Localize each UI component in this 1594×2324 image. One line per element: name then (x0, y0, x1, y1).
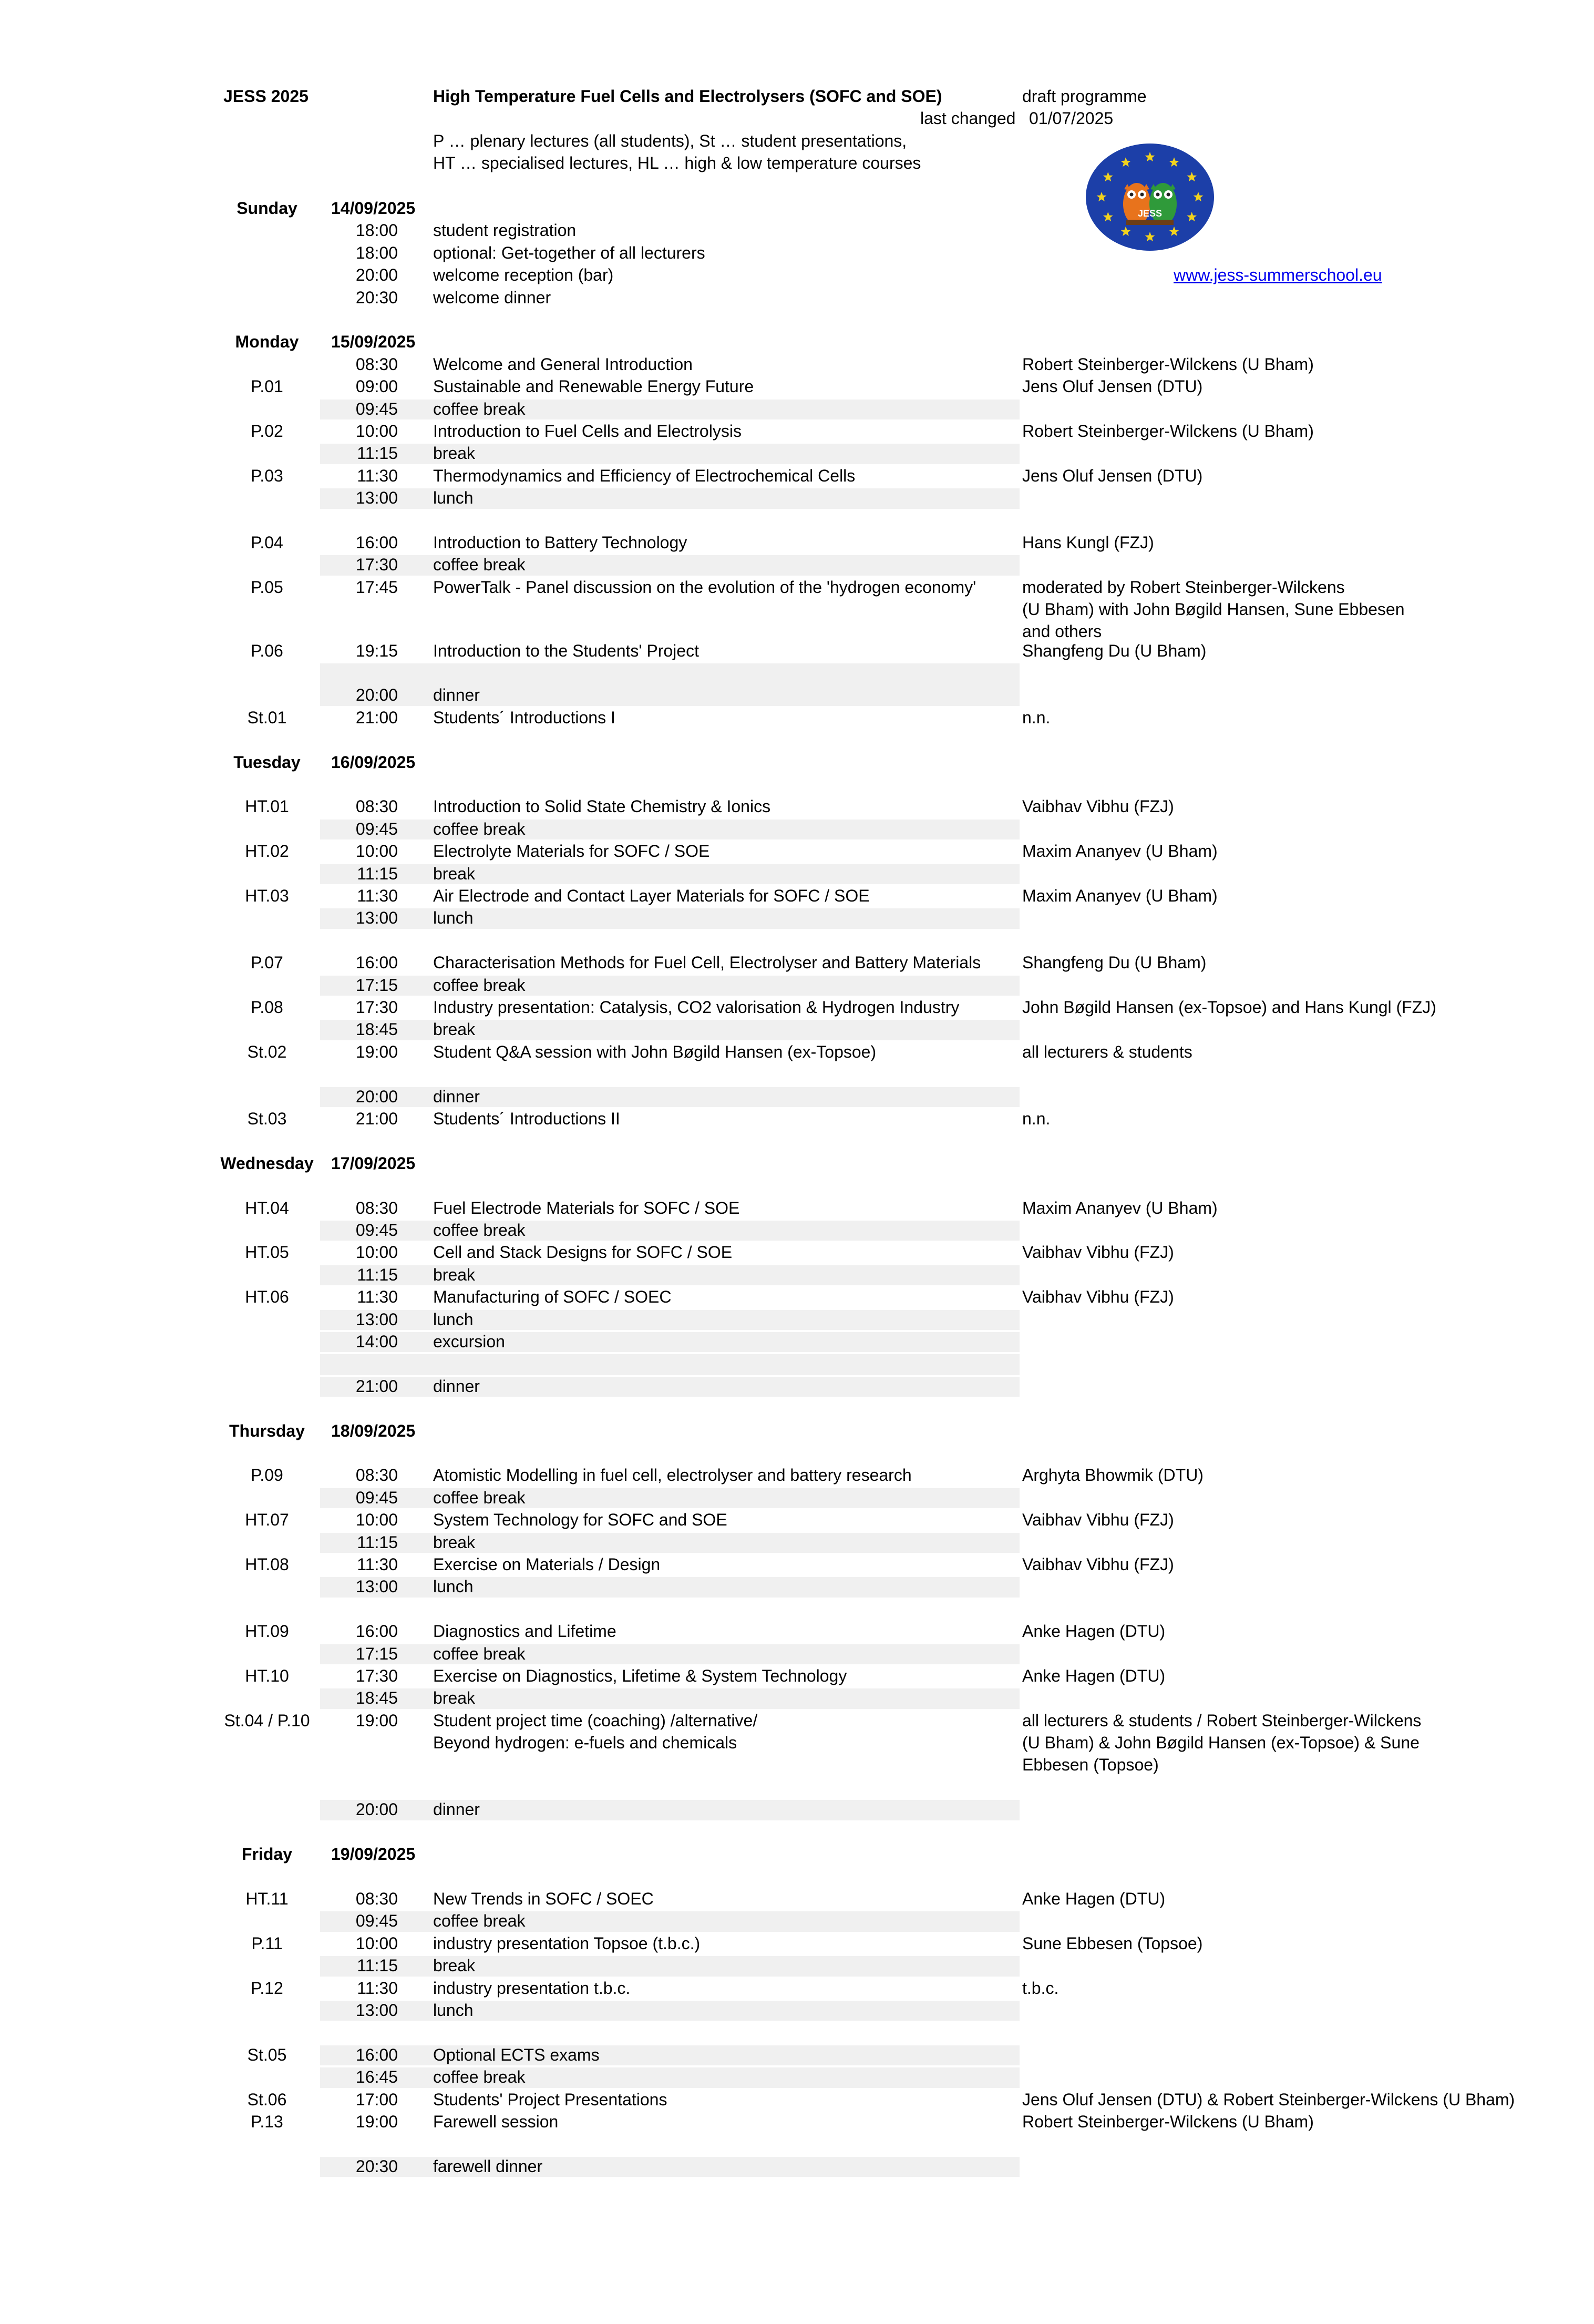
session-title: break (433, 1688, 476, 1708)
shaded-row (320, 2001, 1020, 2021)
session-time: 11:15 (357, 864, 398, 883)
session-lecturer: Vaibhav Vibhu (FZJ) (1022, 1287, 1174, 1307)
session-time: 10:00 (355, 1933, 398, 1953)
shaded-row (320, 1688, 1020, 1708)
session-lecturer: Vaibhav Vibhu (FZJ) (1022, 1243, 1174, 1262)
session-code: HT.07 (245, 1510, 289, 1530)
session-time: 21:00 (355, 1109, 398, 1129)
session-title: Students´ Introductions I (433, 708, 615, 727)
session-time: 19:00 (355, 2112, 398, 2132)
session-time: 11:30 (357, 466, 398, 485)
session-title: dinner (433, 1376, 480, 1396)
shaded-row (320, 555, 1020, 575)
session-lecturer: Anke Hagen (DTU) (1022, 1889, 1166, 1909)
day-name: Wednesday (220, 1153, 314, 1173)
session-code: HT.11 (245, 1889, 289, 1909)
session-title: Characterisation Methods for Fuel Cell, Electrolyser and Battery Materials (433, 953, 981, 972)
session-time: 13:00 (355, 2001, 398, 2020)
session-time: 11:30 (357, 1287, 398, 1307)
session-lecturer: Vaibhav Vibhu (FZJ) (1022, 1555, 1174, 1574)
session-code: P.13 (251, 2112, 283, 2132)
session-title: coffee break (433, 399, 526, 418)
session-title: Farewell session (433, 2112, 559, 2132)
session-title: excursion (433, 1332, 505, 1352)
last-changed-label: last changed (920, 109, 1016, 128)
session-lecturer: Sune Ebbesen (Topsoe) (1022, 1933, 1203, 1953)
shaded-row (320, 1488, 1020, 1508)
day-name: Friday (241, 1845, 293, 1864)
session-time: 17:15 (355, 975, 398, 995)
shaded-row (320, 2157, 1020, 2177)
session-title: Industry presentation: Catalysis, CO2 valorisation & Hydrogen Industry (433, 998, 960, 1017)
session-code: St.06 (247, 2090, 287, 2109)
session-time: 20:00 (355, 1087, 398, 1106)
session-time: 19:15 (355, 641, 398, 660)
session-title: industry presentation Topsoe (t.b.c.) (433, 1933, 701, 1953)
session-title: Introduction to Solid State Chemistry & Ionics (433, 797, 771, 816)
session-code: HT.04 (245, 1198, 289, 1217)
session-time: 14:00 (355, 1332, 398, 1352)
session-lecturer: Shangfeng Du (U Bham) (1022, 953, 1207, 972)
session-title: Student Q&A session with John Bøgild Hansen (ex-Topsoe) (433, 1042, 877, 1061)
session-title: Student project time (coaching) /alternative/ Beyond hydrogen: e-fuels and chemicals (433, 1711, 758, 1752)
session-title: Electrolyte Materials for SOFC / SOE (433, 842, 710, 861)
shaded-row (320, 1800, 1020, 1820)
session-lecturer: Jens Oluf Jensen (DTU) & Robert Steinberger-Wilckens (U Bham) (1022, 2090, 1515, 2109)
session-code: HT.01 (245, 797, 289, 816)
session-code: HT.10 (245, 1666, 289, 1686)
session-title: New Trends in SOFC / SOEC (433, 1889, 654, 1909)
session-code: HT.02 (245, 842, 289, 861)
session-code: P.07 (251, 953, 283, 972)
session-time: 10:00 (355, 842, 398, 861)
session-lecturer: Anke Hagen (DTU) (1022, 1666, 1166, 1686)
session-code: P.01 (251, 377, 283, 396)
session-title: coffee break (433, 1644, 526, 1663)
session-title: Exercise on Diagnostics, Lifetime & System Technology (433, 1666, 847, 1686)
session-time: 10:00 (355, 1510, 398, 1530)
page-title: High Temperature Fuel Cells and Electrolysers (SOFC and SOE) (433, 87, 942, 106)
shaded-row (320, 908, 1020, 928)
legend-line-2: HT … specialised lectures, HL … high & low temperature courses (433, 153, 921, 172)
session-title: break (433, 1265, 476, 1284)
session-lecturer: n.n. (1022, 1109, 1051, 1129)
session-time: 20:00 (355, 685, 398, 705)
session-time: 21:00 (355, 708, 398, 727)
session-lecturer: Vaibhav Vibhu (FZJ) (1022, 1510, 1174, 1530)
session-time: 20:00 (355, 1800, 398, 1819)
session-lecturer: all lecturers & students / Robert Steinberger-Wilckens (U Bham) & John Bøgild Hansen (ex-Topsoe) & Sune Ebbesen (Topsoe) (1022, 1711, 1422, 1774)
shaded-row (320, 2045, 1020, 2065)
session-time: 08:30 (355, 797, 398, 816)
session-code: P.08 (251, 998, 283, 1017)
session-time: 20:30 (355, 288, 398, 307)
shaded-gap (320, 1354, 1020, 1375)
session-title: break (433, 444, 476, 463)
day-date: 19/09/2025 (331, 1845, 416, 1864)
session-title: student registration (433, 221, 577, 240)
session-title: Thermodynamics and Efficiency of Electrochemical Cells (433, 466, 856, 485)
shaded-row (320, 1956, 1020, 1976)
session-time: 09:45 (355, 1911, 398, 1931)
session-time: 17:00 (355, 2090, 398, 2109)
session-time: 17:15 (355, 1644, 398, 1663)
shaded-row (320, 1265, 1020, 1285)
session-code: P.06 (251, 641, 283, 660)
legend-line-1: P … plenary lectures (all students), St … student presentations, (433, 131, 907, 150)
last-changed-date: 01/07/2025 (1029, 109, 1114, 128)
session-time: 08:30 (355, 1198, 398, 1217)
session-lecturer: n.n. (1022, 708, 1051, 727)
session-code: P.09 (251, 1466, 283, 1485)
session-lecturer: John Bøgild Hansen (ex-Topsoe) and Hans Kungl (FZJ) (1022, 998, 1436, 1017)
session-lecturer: Maxim Ananyev (U Bham) (1022, 886, 1218, 906)
session-lecturer: Hans Kungl (FZJ) (1022, 533, 1154, 552)
session-time: 18:00 (355, 221, 398, 240)
session-title: lunch (433, 1577, 474, 1596)
shaded-row (320, 1221, 1020, 1241)
shaded-row (320, 976, 1020, 996)
session-lecturer: t.b.c. (1022, 1978, 1059, 1998)
session-time: 11:15 (357, 1532, 398, 1552)
session-title: Exercise on Materials / Design (433, 1555, 661, 1574)
shaded-row (320, 1377, 1020, 1397)
session-time: 08:30 (355, 354, 398, 374)
session-time: 20:30 (355, 2156, 398, 2176)
session-lecturer: moderated by Robert Steinberger-Wilckens (U Bham) with John Bøgild Hansen, Sune Ebbesen and others (1022, 577, 1405, 641)
session-lecturer: Vaibhav Vibhu (FZJ) (1022, 797, 1174, 816)
shaded-row (320, 488, 1020, 508)
session-time: 16:00 (355, 1622, 398, 1641)
session-code: P.04 (251, 533, 283, 552)
session-time: 09:45 (355, 1488, 398, 1507)
session-time: 18:00 (355, 243, 398, 262)
shaded-row (320, 1087, 1020, 1107)
session-time: 17:30 (355, 555, 398, 575)
session-time: 09:00 (355, 377, 398, 396)
session-title: Cell and Stack Designs for SOFC / SOE (433, 1243, 733, 1262)
session-title: break (433, 1020, 476, 1039)
session-title: Introduction to the Students' Project (433, 641, 699, 660)
session-title: dinner (433, 685, 480, 705)
session-time: 13:00 (355, 488, 398, 508)
session-code: St.05 (247, 2045, 287, 2064)
session-code: St.04 / P.10 (224, 1711, 310, 1730)
session-code: P.05 (251, 577, 283, 597)
shaded-row (320, 1332, 1020, 1352)
session-title: Diagnostics and Lifetime (433, 1622, 616, 1641)
day-date: 17/09/2025 (331, 1153, 416, 1173)
session-code: HT.06 (245, 1287, 289, 1307)
day-name: Tuesday (233, 752, 301, 772)
day-name: Thursday (229, 1421, 305, 1440)
website-link[interactable] (1174, 264, 1382, 286)
session-time: 09:45 (355, 399, 398, 418)
session-time: 11:30 (357, 886, 398, 906)
event-name: JESS 2025 (223, 87, 308, 106)
session-title: coffee break (433, 2067, 526, 2087)
session-time: 18:45 (355, 1020, 398, 1039)
session-title: coffee break (433, 819, 526, 838)
shaded-row (320, 864, 1020, 884)
session-title: coffee break (433, 555, 526, 575)
day-date: 18/09/2025 (331, 1421, 416, 1440)
session-title: Introduction to Battery Technology (433, 533, 687, 552)
session-lecturer: Jens Oluf Jensen (DTU) (1022, 377, 1203, 396)
session-title: lunch (433, 2001, 474, 2020)
shaded-row (320, 820, 1020, 839)
session-title: dinner (433, 1087, 480, 1106)
session-title: Air Electrode and Contact Layer Materials for SOFC / SOE (433, 886, 870, 906)
svg-text:JESS: JESS (1137, 208, 1163, 219)
session-time: 11:15 (357, 1956, 398, 1975)
session-code: HT.08 (245, 1555, 289, 1574)
shaded-row (320, 400, 1020, 419)
session-time: 10:00 (355, 422, 398, 441)
session-title: Atomistic Modelling in fuel cell, electrolyser and battery research (433, 1466, 912, 1485)
session-time: 08:30 (355, 1466, 398, 1485)
session-time: 13:00 (355, 1309, 398, 1329)
session-lecturer: Anke Hagen (DTU) (1022, 1622, 1166, 1641)
session-title: lunch (433, 908, 474, 928)
session-lecturer: Robert Steinberger-Wilckens (U Bham) (1022, 354, 1314, 374)
session-title: coffee break (433, 975, 526, 995)
session-time: 11:30 (357, 1555, 398, 1574)
day-name: Monday (235, 332, 299, 352)
session-time: 18:45 (355, 1688, 398, 1708)
session-title: lunch (433, 488, 474, 508)
day-date: 15/09/2025 (331, 332, 416, 352)
session-title: lunch (433, 1309, 474, 1329)
session-lecturer: Maxim Ananyev (U Bham) (1022, 1198, 1218, 1217)
session-code: P.11 (251, 1933, 283, 1953)
session-title: farewell dinner (433, 2156, 543, 2176)
session-code: HT.03 (245, 886, 289, 906)
session-time: 16:00 (355, 533, 398, 552)
session-time: 17:30 (355, 1666, 398, 1686)
session-title: Students' Project Presentations (433, 2090, 667, 2109)
session-title: Fuel Electrode Materials for SOFC / SOE (433, 1198, 740, 1217)
session-time: 09:45 (355, 1221, 398, 1240)
session-title: Optional ECTS exams (433, 2045, 600, 2064)
session-time: 11:15 (357, 444, 398, 463)
shaded-row (320, 2067, 1020, 2087)
session-lecturer: Robert Steinberger-Wilckens (U Bham) (1022, 2112, 1314, 2132)
shaded-row (320, 663, 1020, 706)
session-title: PowerTalk - Panel discussion on the evolution of the 'hydrogen economy' (433, 577, 976, 597)
session-title: Manufacturing of SOFC / SOEC (433, 1287, 672, 1307)
session-code: St.03 (247, 1109, 287, 1129)
session-time: 20:00 (355, 265, 398, 285)
shaded-row (320, 1577, 1020, 1597)
session-title: industry presentation t.b.c. (433, 1978, 631, 1998)
session-title: optional: Get-together of all lecturers (433, 243, 705, 262)
session-code: P.02 (251, 422, 283, 441)
session-title: welcome reception (bar) (433, 265, 614, 285)
session-title: break (433, 1532, 476, 1552)
session-time: 11:15 (357, 1265, 398, 1284)
shaded-row (320, 1020, 1020, 1040)
session-time: 17:30 (355, 998, 398, 1017)
session-time: 16:00 (355, 2045, 398, 2064)
shaded-row (320, 1911, 1020, 1931)
session-lecturer: Shangfeng Du (U Bham) (1022, 641, 1207, 660)
session-title: break (433, 1956, 476, 1975)
session-time: 09:45 (355, 819, 398, 838)
shaded-row (320, 1644, 1020, 1664)
jess-logo (1084, 142, 1216, 252)
day-date: 16/09/2025 (331, 752, 416, 772)
session-title: System Technology for SOFC and SOE (433, 1510, 727, 1530)
session-title: Students´ Introductions II (433, 1109, 620, 1129)
session-code: HT.09 (245, 1622, 289, 1641)
session-title: coffee break (433, 1488, 526, 1507)
session-code: P.03 (251, 466, 283, 485)
session-code: HT.05 (245, 1243, 289, 1262)
session-title: coffee break (433, 1221, 526, 1240)
programme-status: draft programme (1022, 87, 1147, 106)
session-title: welcome dinner (433, 288, 551, 307)
session-title: dinner (433, 1800, 480, 1819)
session-title: break (433, 864, 476, 883)
session-code: St.01 (247, 708, 287, 727)
shaded-row (320, 1533, 1020, 1553)
session-lecturer: Jens Oluf Jensen (DTU) (1022, 466, 1203, 485)
session-time: 11:30 (357, 1978, 398, 1998)
session-title: coffee break (433, 1911, 526, 1931)
session-time: 08:30 (355, 1889, 398, 1909)
website-url[interactable]: www.jess-summerschool.eu (1174, 265, 1382, 284)
session-time: 17:45 (355, 577, 398, 597)
session-code: P.12 (251, 1978, 283, 1998)
shaded-row (320, 444, 1020, 464)
session-time: 10:00 (355, 1243, 398, 1262)
session-time: 19:00 (355, 1711, 398, 1730)
session-title: Sustainable and Renewable Energy Future (433, 377, 754, 396)
session-lecturer: Arghyta Bhowmik (DTU) (1022, 1466, 1204, 1485)
session-time: 19:00 (355, 1042, 398, 1061)
day-date: 14/09/2025 (331, 199, 416, 218)
shaded-row (320, 1310, 1020, 1330)
session-time: 16:45 (355, 2067, 398, 2087)
session-lecturer: Maxim Ananyev (U Bham) (1022, 842, 1218, 861)
session-time: 13:00 (355, 1577, 398, 1596)
session-time: 21:00 (355, 1376, 398, 1396)
session-time: 13:00 (355, 908, 398, 928)
session-code: St.02 (247, 1042, 287, 1061)
session-title: Introduction to Fuel Cells and Electrolysis (433, 422, 742, 441)
session-time: 16:00 (355, 953, 398, 972)
session-lecturer: all lecturers & students (1022, 1042, 1192, 1061)
session-title: Welcome and General Introduction (433, 354, 693, 374)
session-lecturer: Robert Steinberger-Wilckens (U Bham) (1022, 422, 1314, 441)
day-name: Sunday (236, 199, 297, 218)
